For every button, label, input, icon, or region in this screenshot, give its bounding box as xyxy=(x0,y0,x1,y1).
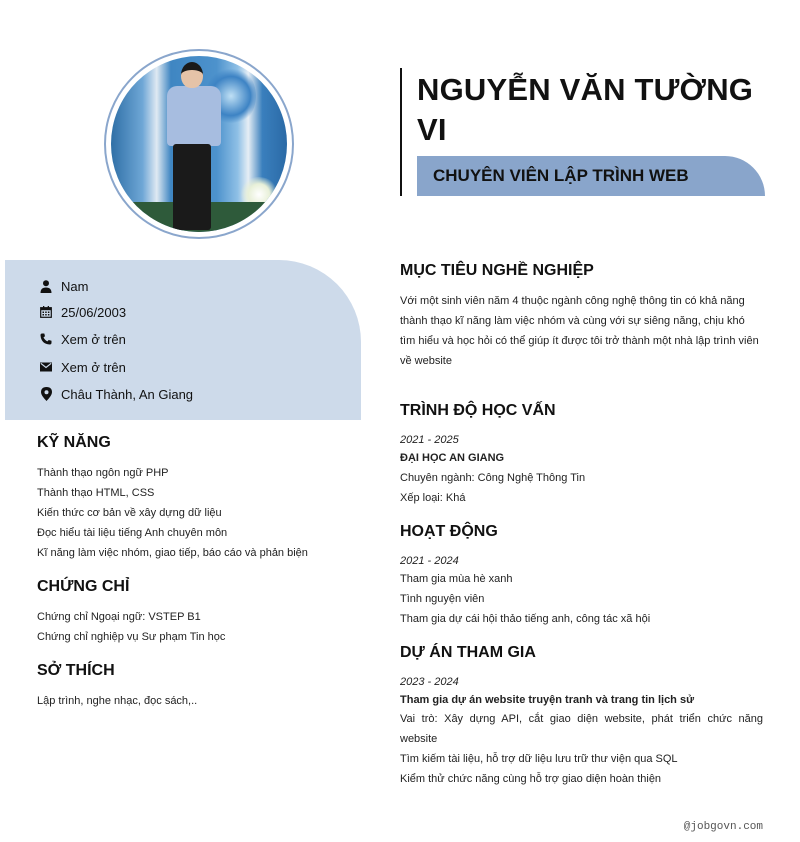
hobbies-heading: SỞ THÍCH xyxy=(37,662,115,679)
person-icon xyxy=(39,279,53,293)
job-title: CHUYÊN VIÊN LẬP TRÌNH WEB xyxy=(433,166,689,185)
avatar-frame xyxy=(104,49,294,239)
project-name: Tham gia dự án website truyện tranh và trang tin lịch sử xyxy=(400,694,695,706)
skill-item: Thành thạo HTML, CSS xyxy=(37,487,155,499)
contact-email xyxy=(39,357,126,377)
map-pin-icon xyxy=(39,387,53,401)
envelope-icon xyxy=(39,360,53,374)
contact-phone xyxy=(39,329,126,349)
projects-heading: DỰ ÁN THAM GIA xyxy=(400,644,536,661)
contact-label: 25/06/2003 xyxy=(61,304,127,320)
contact-label: Xem ở trên xyxy=(61,359,126,375)
activity-item: Tình nguyện viên xyxy=(400,593,485,605)
project-item: Kiểm thử chức năng cùng hỗ trợ giao diện hoàn thiện xyxy=(400,773,662,785)
contact-label: Nam xyxy=(61,278,89,294)
contact-gender xyxy=(39,276,88,296)
objective-line: về website xyxy=(400,355,452,367)
job-title-band xyxy=(417,156,765,196)
education-grade: Xếp loại: Khá xyxy=(400,492,466,504)
photo-person xyxy=(181,62,203,88)
calendar-icon xyxy=(39,305,53,319)
contact-panel xyxy=(5,260,361,420)
education-major: Chuyên ngành: Công Nghệ Thông Tin xyxy=(400,472,586,484)
skill-item: Kĩ năng làm việc nhóm, giao tiếp, báo cáo và phản biện xyxy=(37,547,308,559)
objective-line: thành thạo kĩ năng làm việc nhóm và cùng với sự siêng năng, chịu khó xyxy=(400,315,745,327)
contact-address xyxy=(39,384,193,404)
skill-item: Thành thạo ngôn ngữ PHP xyxy=(37,467,169,479)
certificate-item: Chứng chỉ Ngoại ngữ: VSTEP B1 xyxy=(37,611,201,623)
skills-heading: KỸ NĂNG xyxy=(37,434,111,451)
avatar xyxy=(111,56,287,232)
phone-icon xyxy=(39,332,53,346)
skill-item: Đọc hiểu tài liệu tiếng Anh chuyên môn xyxy=(37,527,228,539)
contact-label: Châu Thành, An Giang xyxy=(61,386,194,402)
certificate-item: Chứng chỉ nghiệp vụ Sư phạm Tin học xyxy=(37,631,226,643)
activities-years: 2021 - 2024 xyxy=(400,555,459,567)
watermark: @jobgovn.com xyxy=(683,821,763,833)
hobbies-text: Lập trình, nghe nhạc, đọc sách,.. xyxy=(37,695,198,707)
name-block xyxy=(400,68,765,196)
activities-heading: HOẠT ĐỘNG xyxy=(400,523,498,540)
photo-person xyxy=(173,144,211,230)
certificates-heading: CHỨNG CHỈ xyxy=(37,578,130,595)
project-role-cont: website xyxy=(400,733,438,745)
photo-person xyxy=(167,86,221,146)
activity-item: Tham gia dự cái hội thảo tiếng anh, công tác xã hội xyxy=(400,613,651,625)
education-heading: TRÌNH ĐỘ HỌC VẤN xyxy=(400,402,556,419)
education-school: ĐẠI HỌC AN GIANG xyxy=(400,452,505,464)
skill-item: Kiến thức cơ bản về xây dựng dữ liệu xyxy=(37,507,222,519)
contact-label: Xem ở trên xyxy=(61,331,126,347)
project-item: Tìm kiếm tài liệu, hỗ trợ dữ liệu lưu trữ thư viện qua SQL xyxy=(400,753,678,765)
objective-heading: MỤC TIÊU NGHỀ NGHIỆP xyxy=(400,262,594,279)
activity-item: Tham gia mùa hè xanh xyxy=(400,573,513,585)
full-name: NGUYỄN VĂN TƯỜNG VI xyxy=(417,72,754,147)
objective-line: tìm hiểu và học hỏi có thể giúp ít được tôi trở thành một nhà lập trình viên xyxy=(400,335,759,347)
project-role: Vai trò: Xây dựng API, cắt giao diện website, phát triển chức năng xyxy=(400,713,763,725)
projects-years: 2023 - 2024 xyxy=(400,676,459,688)
education-years: 2021 - 2025 xyxy=(400,434,459,446)
contact-birthday xyxy=(39,302,126,322)
objective-line: Với một sinh viên năm 4 thuộc ngành công nghệ thông tin có khả năng xyxy=(400,295,745,307)
